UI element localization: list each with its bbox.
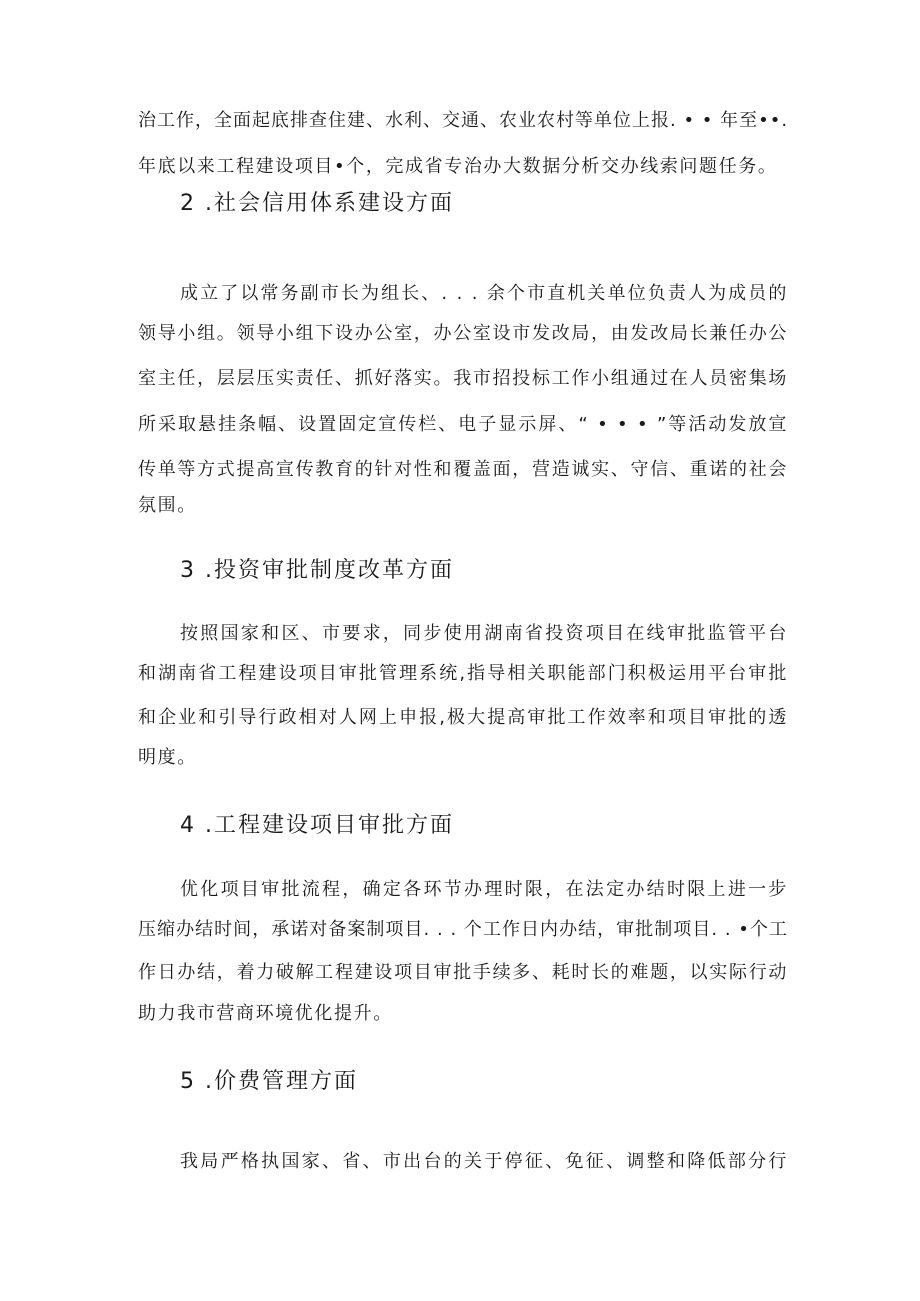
paragraph-line: 治工作，全面起底排查住建、水利、交通、农业农村等单位上报. • • 年至••. — [138, 110, 789, 131]
section-heading: 5 .价费管理方面 — [180, 1069, 358, 1094]
paragraph-line: 所采取悬挂条幅、设置固定宣传栏、电子显示屏、“ • • • ”等活动发放宣 — [138, 414, 788, 435]
paragraph-line: 和企业和引导行政相对人网上申报,极大提高审批工作效率和项目审批的透 — [138, 707, 788, 728]
section-heading: 2 .社会信用体系建设方面 — [180, 191, 454, 216]
paragraph-line: 作日办结，着力破解工程建设项目审批手续多、耗时长的难题，以实际行动 — [138, 962, 788, 983]
paragraph-line: 氛围。 — [138, 495, 197, 516]
paragraph-line: 明度。 — [138, 747, 197, 768]
paragraph-line: 我局严格执国家、省、市出台的关于停征、免征、调整和降低部分行 — [180, 1151, 788, 1172]
section-heading: 3 .投资审批制度改革方面 — [180, 558, 454, 583]
paragraph-line: 按照国家和区、市要求，同步使用湖南省投资项目在线审批监管平台 — [180, 623, 788, 644]
paragraph-line: 传单等方式提高宣传教育的针对性和覆盖面，营造诚实、守信、重诺的社会 — [138, 459, 788, 480]
paragraph-line: 成立了以常务副市长为组长、. . . 余个市直机关单位负责人为成员的 — [180, 283, 788, 304]
paragraph-line: 年底以来工程建设项目•个，完成省专治办大数据分析交办线索问题任务。 — [138, 156, 778, 177]
paragraph-line: 领导小组。领导小组下设办公室，办公室设市发改局，由发改局长兼任办公 — [138, 323, 788, 344]
paragraph-line: 和湖南省工程建设项目审批管理系统,指导相关职能部门积极运用平台审批 — [138, 663, 788, 684]
paragraph-line: 优化项目审批流程，确定各环节办理时限，在法定办结时限上进一步 — [180, 879, 788, 900]
paragraph-line: 室主任，层层压实责任、抓好落实。我市招投标工作小组通过在人员密集场 — [138, 368, 788, 389]
paragraph-line: 压缩办结时间，承诺对备案制项目. . . 个工作日内办结，审批制项目. . •个工 — [138, 919, 788, 940]
paragraph-line: 助力我市营商环境优化提升。 — [138, 1003, 393, 1024]
section-heading: 4 .工程建设项目审批方面 — [180, 813, 454, 838]
